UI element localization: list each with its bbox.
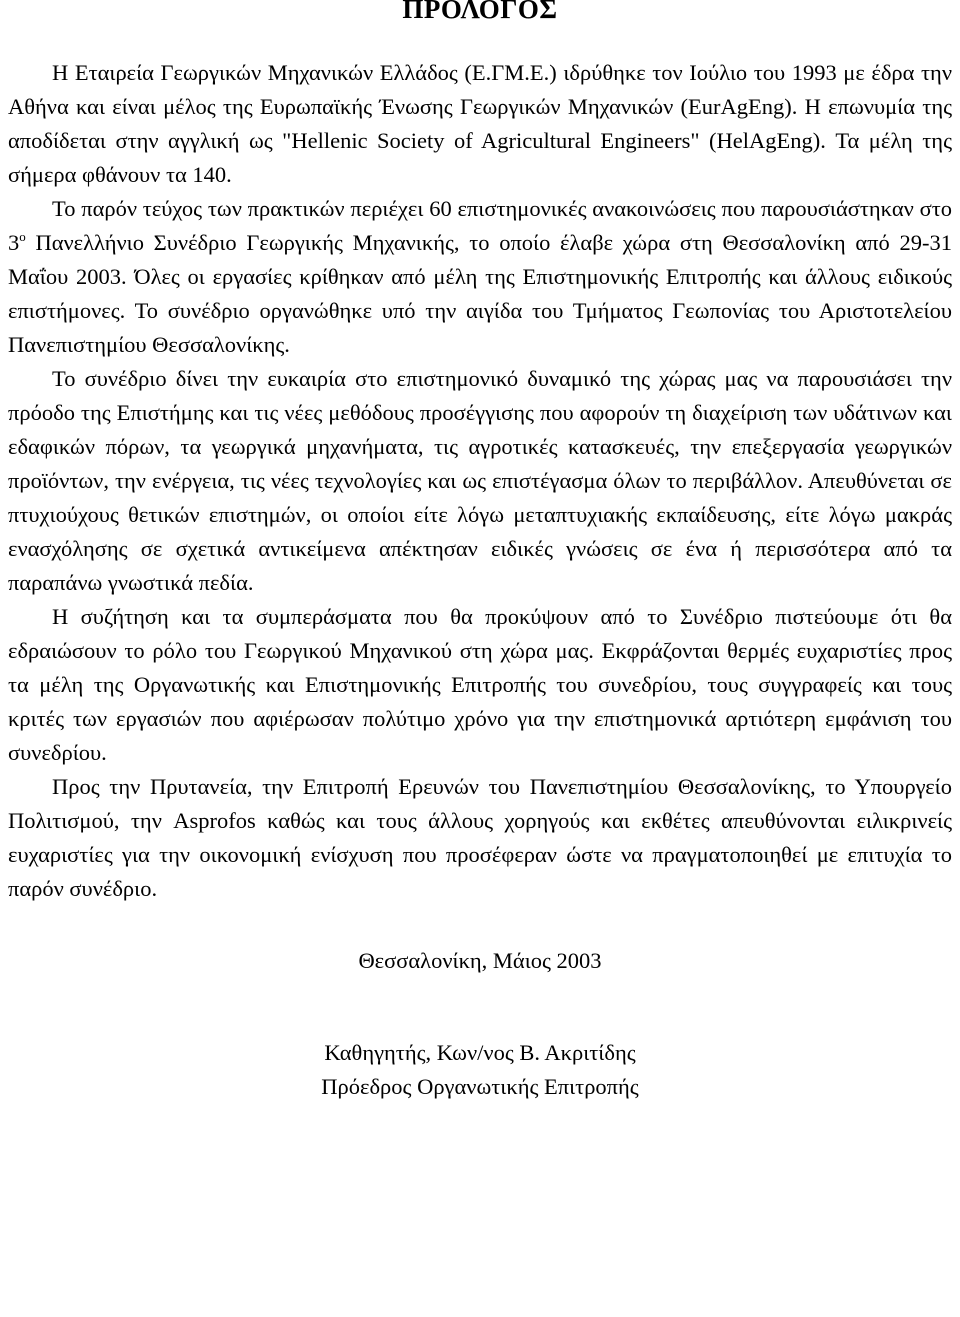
paragraph-proceedings-part1: Το παρόν τεύχος των πρακτικών περιέχει 60 επιστημονικές ανακοινώσεις που παρουσιάστηκαν στο 3: [8, 196, 952, 255]
signature-block: [8, 1036, 952, 1104]
paragraph-proceedings-part2: Πανελλήνιο Συνέδριο Γεωργικής Μηχανικής, το οποίο έλαβε χώρα στη Θεσσαλονίκη από 29-31 Μαΐου 2003. Όλες οι εργασίες κρίθηκαν από μέλη της Επιστημονικής Επιτροπής και άλλους ειδικούς επιστήμονες. Το συνέδριο οργανώθηκε υπό την αιγίδα του Τμήματος Γεωπονίας του Αριστοτελείου Πανεπιστημίου Θεσσαλονίκης.: [8, 230, 952, 357]
page-title: ΠΡΟΛΟΓΟΣ: [402, 0, 558, 24]
paragraph-acknowledgements: Η συζήτηση και τα συμπεράσματα που θα προκύψουν από το Συνέδριο πιστεύουμε ότι θα εδραιώσουν το ρόλο του Γεωργικού Μηχανικού στη χώρα μας. Εκφράζονται θερμές ευχαριστίες προς τα μέλη της Οργανωτικής και Επιστημονικής Επιτροπής του συνεδρίου, τους συγγραφείς και τους κριτές των εργασιών που αφιέρωσαν πολύτιμο χρόνο για την επιστημονικά αρτιότερη εμφάνιση του συνεδρίου.: [8, 604, 952, 765]
document-page: [8, 0, 952, 1104]
paragraph-society-intro: Η Εταιρεία Γεωργικών Μηχανικών Ελλάδος (Ε.ΓΜ.Ε.) ιδρύθηκε τον Ιούλιο του 1993 με έδρα την Αθήνα και είναι μέλος της Ευρωπαϊκής Ένωσης Γεωργικών Μηχανικών (EurAgEng). Η επωνυμία της αποδίδεται στην αγγλική ως "Hellenic Society of Agricultural Engineers" (HelAgEng). Τα μέλη της σήμερα φθάνουν τα 140.: [8, 60, 952, 187]
place-date: Θεσσαλονίκη, Μάιος 2003: [358, 948, 602, 973]
ordinal-superscript: ο: [19, 229, 26, 244]
signature-role: Πρόεδρος Οργανωτικής Επιτροπής: [321, 1074, 639, 1099]
signature-name: Καθηγητής, Κων/νος Β. Ακριτίδης: [324, 1040, 636, 1065]
paragraph-proceedings: [8, 192, 952, 362]
paragraph-sponsors: Προς την Πρυτανεία, την Επιτροπή Ερευνών του Πανεπιστημίου Θεσσαλονίκης, το Υπουργείο Πολιτισμού, την Asprofos καθώς και τους άλλους χορηγούς και εκθέτες απευθύνονται ειλικρινείς ευχαριστίες για την οικονομική ενίσχυση που προσέφεραν ώστε να πραγματοποιηθεί με επιτυχία το παρόν συνέδριο.: [8, 774, 952, 901]
paragraph-conference-scope: Το συνέδριο δίνει την ευκαιρία στο επιστημονικό δυναμικό της χώρας μας να παρουσιάσει την πρόοδο της Επιστήμης και τις νέες μεθόδους προσέγγισης που αφορούν τη διαχείριση των υδάτινων και εδαφικών πόρων, τα γεωργικά μηχανήματα, τις αγροτικές κατασκευές, την επεξεργασία γεωργικών προϊόντων, την ενέργεια, τις νέες τεχνολογίες και ως επιστέγασμα όλων το περιβάλλον. Απευθύνεται σε πτυχιούχους θετικών επιστημών, οι οποίοι είτε λόγω μεταπτυχιακής εκπαίδευσης, είτε λόγω μακράς ενασχόλησης σε σχετικά αντικείμενα απέκτησαν ειδικές γνώσεις σε ένα ή περισσότερα από τα παραπάνω γνωστικά πεδία.: [8, 366, 952, 595]
